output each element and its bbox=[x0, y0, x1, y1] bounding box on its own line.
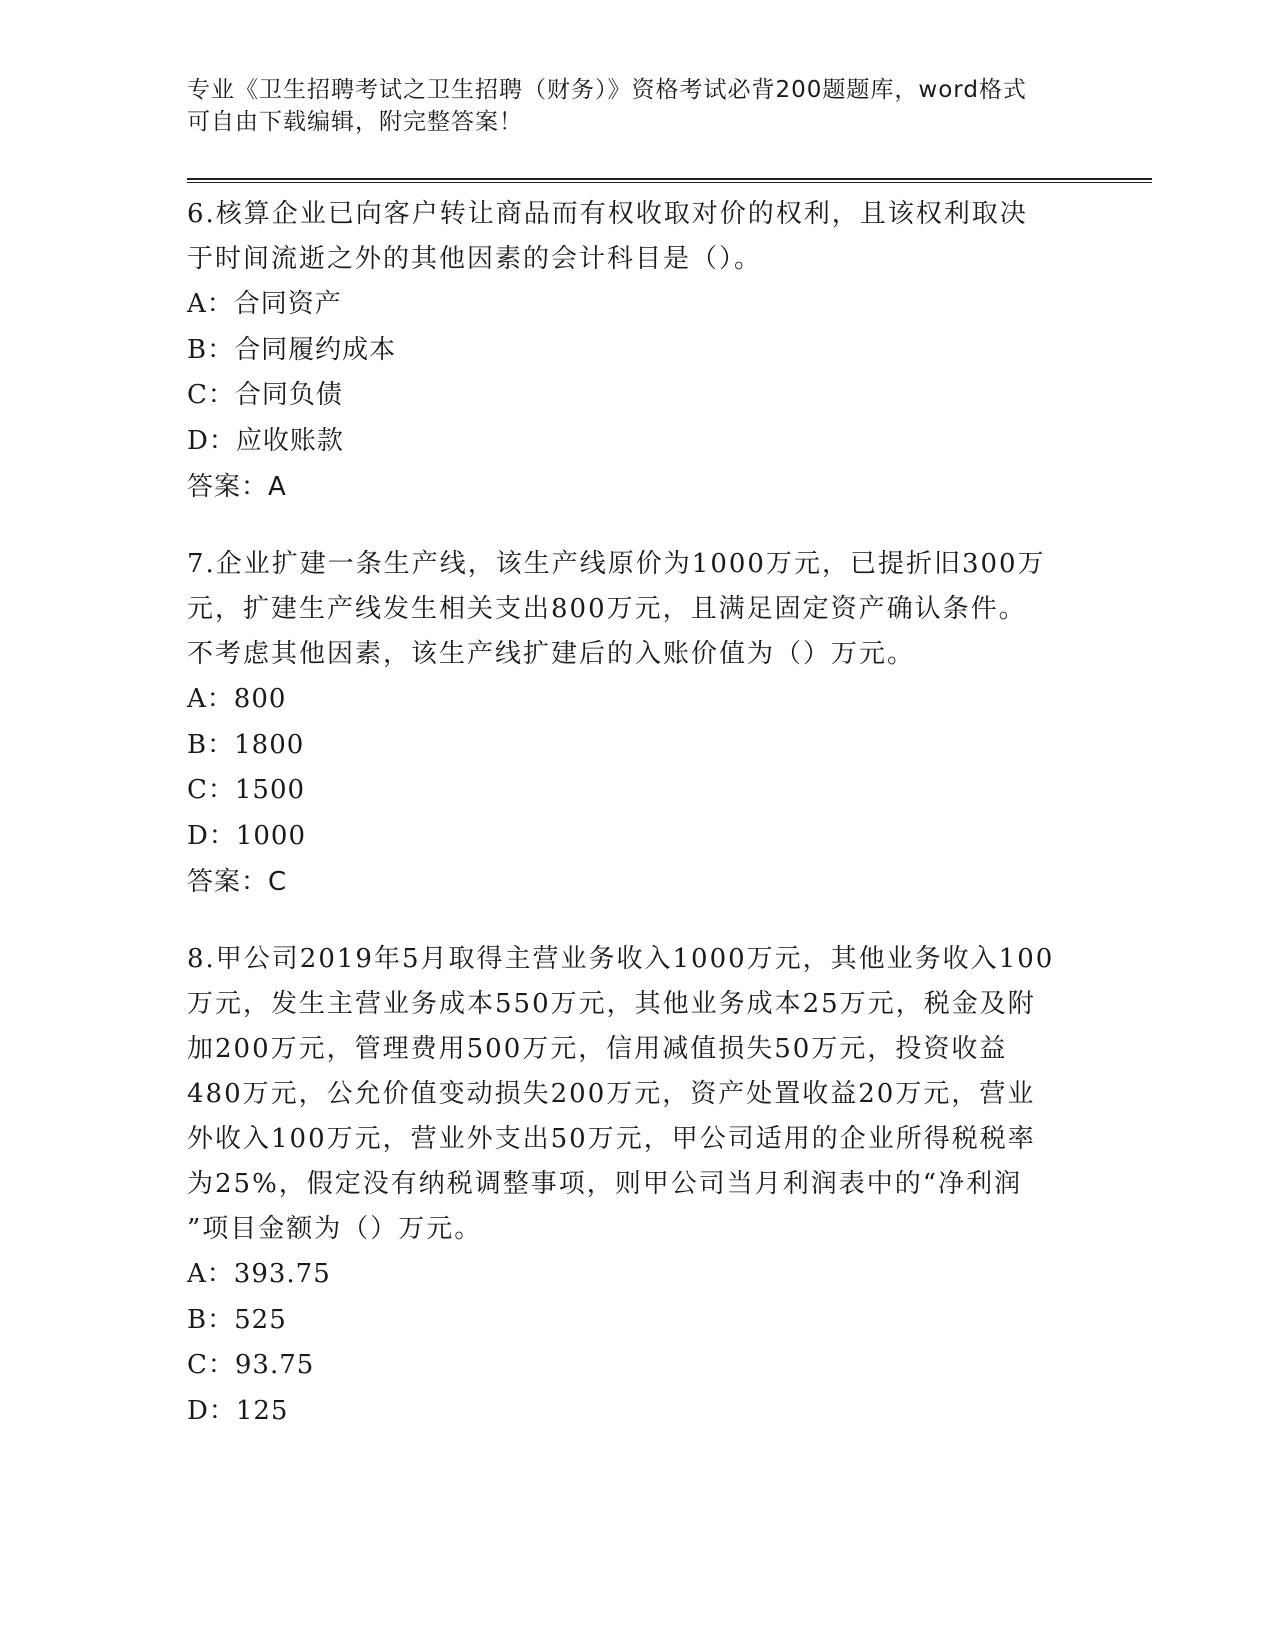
stem-line: 元，扩建生产线发生相关支出800万元，且满足固定资产确认条件。 bbox=[187, 594, 1027, 624]
document-header bbox=[187, 74, 1067, 138]
question-6 bbox=[187, 192, 1087, 510]
question-stem bbox=[187, 192, 1087, 282]
option-b: B：合同履约成本 bbox=[187, 334, 397, 365]
answer-line: 答案：C bbox=[187, 867, 288, 897]
option-b: B：1800 bbox=[187, 729, 305, 760]
stem-line: ”项目金额为（）万元。 bbox=[187, 1214, 483, 1244]
option-c: C：93.75 bbox=[187, 1350, 315, 1380]
stem-line: 8.甲公司2019年5月取得主营业务收入1000万元，其他业务收入100 bbox=[187, 944, 1055, 974]
stem-line: 为25%，假定没有纳税调整事项，则甲公司当月利润表中的“净利润 bbox=[187, 1169, 1023, 1199]
header-line-1: 专业《卫生招聘考试之卫生招聘（财务）》资格考试必背200题题库，word格式 bbox=[187, 77, 1027, 103]
question-list bbox=[187, 192, 1087, 1466]
stem-line: 480万元，公允价值变动损失200万元，资产处置收益20万元，营业 bbox=[187, 1079, 1036, 1109]
option-d: D：125 bbox=[187, 1395, 289, 1426]
stem-line: 6.核算企业已向客户转让商品而有权收取对价的权利，且该权利取决 bbox=[187, 199, 1028, 229]
question-stem bbox=[187, 542, 1087, 677]
option-c: C：1500 bbox=[187, 775, 306, 805]
stem-line: 外收入100万元，营业外支出50万元，甲公司适用的企业所得税税率 bbox=[187, 1124, 1036, 1154]
answer-line: 答案：A bbox=[187, 472, 287, 502]
option-d: D：1000 bbox=[187, 820, 307, 851]
option-a: A：393.75 bbox=[187, 1259, 331, 1289]
header-divider bbox=[187, 178, 1152, 183]
stem-line: 万元，发生主营业务成本550万元，其他业务成本25万元，税金及附 bbox=[187, 989, 1036, 1019]
stem-line: 于时间流逝之外的其他因素的会计科目是（）。 bbox=[187, 244, 763, 274]
option-b: B：525 bbox=[187, 1304, 287, 1335]
option-a: A：合同资产 bbox=[187, 289, 342, 319]
option-c: C：合同负债 bbox=[187, 380, 343, 410]
option-d: D：应收账款 bbox=[187, 425, 344, 456]
header-line-2: 可自由下载编辑，附完整答案！ bbox=[187, 109, 523, 135]
question-stem bbox=[187, 937, 1087, 1252]
question-8 bbox=[187, 937, 1087, 1434]
stem-line: 不考虑其他因素，该生产线扩建后的入账价值为（）万元。 bbox=[187, 639, 916, 669]
stem-line: 加200万元，管理费用500万元，信用减值损失50万元，投资收益 bbox=[187, 1034, 1008, 1064]
question-7 bbox=[187, 542, 1087, 905]
option-a: A：800 bbox=[187, 684, 287, 714]
stem-line: 7.企业扩建一条生产线，该生产线原价为1000万元，已提折旧300万 bbox=[187, 549, 1046, 579]
